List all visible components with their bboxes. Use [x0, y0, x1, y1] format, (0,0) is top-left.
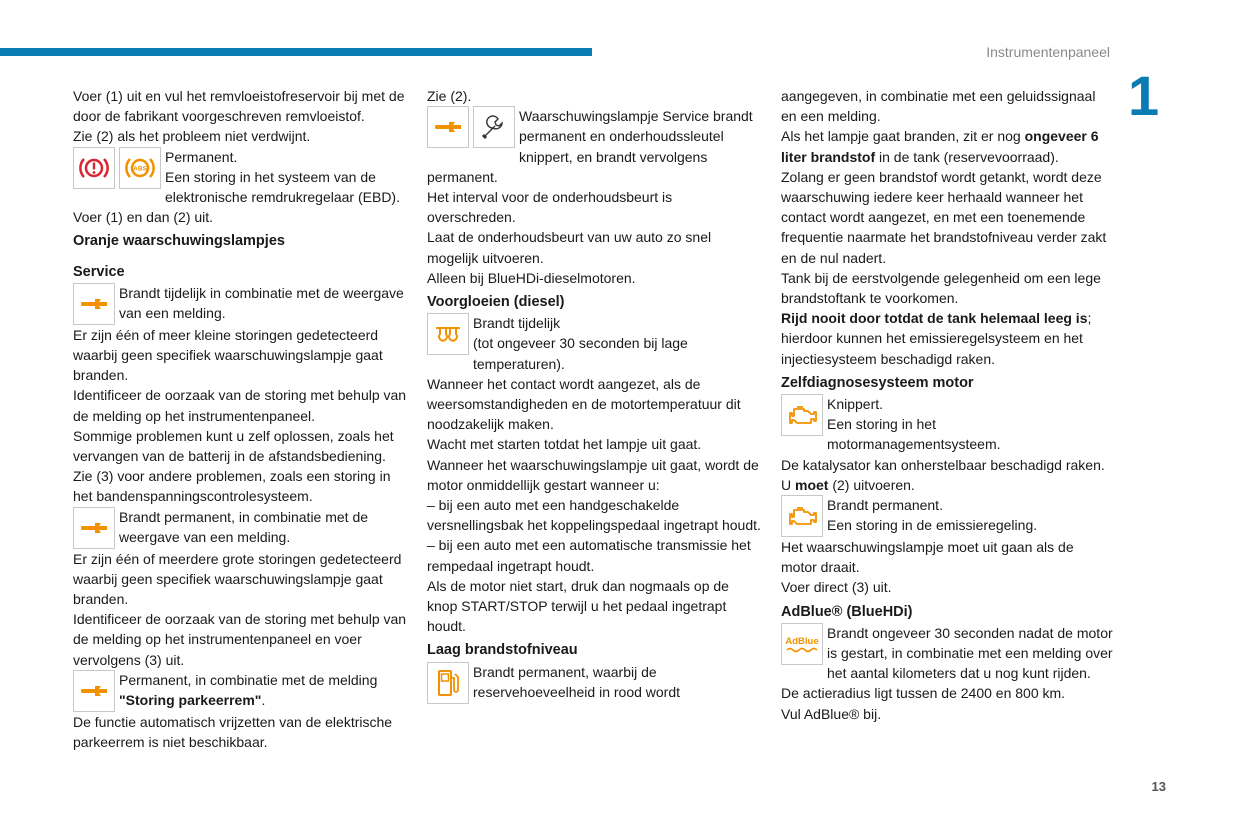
paragraph: Wacht met starten totdat het lampje uit gaat. — [427, 436, 702, 453]
paragraph: Het interval voor de onderhoudsbeurt is overschreden. — [427, 189, 673, 226]
warning-lamp-icons — [73, 283, 115, 325]
lamp-description: Brandt permanent, waarbij de reservehoeveelheid in rood wordt — [473, 663, 681, 700]
service-wrench-icon — [73, 507, 115, 549]
warning-lamp-entry — [427, 662, 763, 704]
lamp-description — [73, 670, 409, 710]
warning-lamp-icons — [781, 394, 823, 436]
section-heading: AdBlue® (BlueHDi) — [781, 603, 913, 620]
paragraph: Laat de onderhoudsbeurt van uw auto zo snel mogelijk uitvoeren. — [427, 229, 712, 266]
paragraph: Wanneer het waarschuwingslampje uit gaat, wordt de motor onmiddellijk gestart wanneer u: — [427, 456, 759, 493]
paragraph: De actieradius ligt tussen de 2400 en 800 km. — [781, 685, 1066, 702]
maintenance-spanner-icon — [473, 106, 515, 148]
service-wrench-icon — [427, 106, 469, 148]
service-wrench-icon — [73, 283, 115, 325]
section-title: Instrumentenpaneel — [986, 44, 1110, 60]
section-heading: Zelfdiagnosesysteem motor — [781, 374, 974, 391]
paragraph: Zie (2) als het probleem niet verdwijnt. — [73, 128, 311, 145]
paragraph: Zolang er geen brandstof wordt getankt, wordt deze waarschuwing iedere keer herhaald wanneer het contact wordt aangezet, en met een toenemende frequentie naarmate het brandstofniveau verder zakt en de nul nadert. — [781, 168, 1107, 266]
paragraph: Voer direct (3) uit. — [781, 579, 892, 596]
warning-lamp-entry — [73, 147, 409, 208]
page-number: 13 — [1151, 779, 1166, 794]
glow-plug-icon — [427, 313, 469, 355]
warning-lamp-icons — [427, 313, 469, 355]
column-2 — [427, 86, 763, 704]
paragraph: De functie automatisch vrijzetten van de elektrische parkeerrem is niet beschikbaar. — [73, 713, 393, 751]
paragraph: Er zijn één of meer kleine storingen gedetecteerd waarbij geen specifiek waarschuwingslampje gaat branden. — [73, 326, 383, 384]
lamp-description: Een storing in de emissieregeling. — [827, 517, 1038, 534]
lamp-description: Brandt ongeveer 30 seconden nadat de motor is gestart, in combinatie met een melding over het aantal kilometers dat u nog kunt rijden. — [827, 624, 1113, 682]
paragraph: Als de motor niet start, druk dan nogmaals op de knop START/STOP terwijl u het pedaal ingetrapt houdt. — [427, 577, 729, 635]
paragraph: Zie (3) voor andere problemen, zoals een storing in het bandenspanningscontrolesysteem. — [73, 468, 391, 505]
abs-warning-icon — [119, 147, 161, 189]
warning-lamp-entry — [73, 283, 409, 325]
paragraph: Identificeer de oorzaak van de storing met behulp van de melding op het instrumentenpaneel en voer vervolgens (3) uit. — [73, 611, 407, 668]
section-heading: Laag brandstofniveau — [427, 642, 578, 659]
engine-check-icon — [781, 394, 823, 436]
section-heading: Voorgloeien (diesel) — [427, 294, 565, 311]
bold-text: ongeveer 6 liter brandstof — [781, 128, 1099, 165]
lamp-description: Brandt permanent, in combinatie met de weergave van een melding. — [119, 508, 369, 545]
warning-lamp-icons — [427, 106, 515, 148]
warning-lamp-entry — [781, 623, 1113, 684]
chapter-number: 1 — [1128, 64, 1160, 127]
warning-lamp-icons — [781, 495, 823, 537]
engine-check-icon — [781, 495, 823, 537]
warning-lamp-entry — [427, 106, 763, 187]
column-1 — [73, 86, 409, 752]
bold-text: "Storing parkeerrem" — [119, 692, 262, 709]
warning-lamp-entry — [781, 394, 1113, 455]
text-span: ; hierdoor kunnen het emissieregelsysteem en het injectiesysteem beschadigd raken. — [781, 310, 1092, 367]
paragraph: Er zijn één of meerdere grote storingen gedetecteerd waarbij geen specifiek waarschuwingslampje gaat branden. — [73, 550, 402, 608]
warning-lamp-icons — [73, 670, 115, 712]
warning-lamp-entry — [73, 670, 409, 712]
abs-label: ABS — [133, 165, 147, 173]
warning-lamp-entry — [781, 495, 1113, 537]
fuel-pump-icon — [427, 662, 469, 704]
paragraph: Voer (1) en dan (2) uit. — [73, 209, 214, 226]
paragraph: Wanneer het contact wordt aangezet, als de weersomstandigheden en de motortemperatuur dit noodzakelijk maken. — [427, 375, 741, 433]
header-accent-bar — [0, 48, 592, 56]
text-span: (2) uitvoeren. — [828, 476, 915, 493]
warning-lamp-icons — [781, 623, 823, 665]
warning-lamp-entry — [73, 507, 409, 549]
column-3 — [781, 86, 1113, 724]
text-span: Als het lampje gaat branden, zit er nog — [781, 128, 1025, 145]
warning-lamp-icons — [73, 147, 161, 189]
lamp-description: Een storing in het motormanagementsysteem. — [827, 416, 1001, 453]
paragraph: – bij een auto met een handgeschakelde versnellingsbak het koppelingspedaal ingetrapt houdt. — [427, 497, 761, 534]
paragraph: Vul AdBlue® bij. — [781, 705, 882, 722]
paragraph — [781, 475, 1113, 495]
svg-text:AdBlue: AdBlue — [785, 635, 819, 647]
lamp-description: Een storing in het systeem van de elektronische remdrukregelaar (EBD). — [165, 168, 400, 206]
bold-text: Rijd nooit door totdat de tank helemaal leeg is — [781, 310, 1088, 327]
lamp-description: Permanent. — [165, 148, 238, 165]
lamp-description: Knippert. — [827, 396, 884, 413]
paragraph: Voer (1) uit en vul het remvloeistofreservoir bij met de door de fabrikant voorgeschreven remvloeistof. — [73, 88, 405, 125]
paragraph — [781, 308, 1113, 369]
lamp-description: Brandt tijdelijk in combinatie met de weergave van een melding. — [119, 284, 404, 322]
lamp-description: Brandt tijdelijk — [473, 315, 561, 332]
text-span: in de tank (reservevoorraad). — [875, 148, 1059, 165]
paragraph: Identificeer de oorzaak van de storing met behulp van de melding op het instrumentenpaneel. — [73, 387, 407, 424]
lamp-description: Brandt permanent. — [827, 497, 943, 514]
brake-warning-icon — [73, 147, 115, 189]
text-span: . — [261, 692, 266, 709]
text-span: Permanent, in combinatie met de melding — [119, 671, 378, 688]
paragraph — [781, 126, 1113, 166]
warning-lamp-entry — [427, 313, 763, 374]
text-span: U — [781, 476, 795, 493]
paragraph: Tank bij de eerstvolgende gelegenheid om een lege brandstoftank te voorkomen. — [781, 269, 1101, 307]
paragraph: – bij een auto met een automatische transmissie het rempedaal ingetrapt houdt. — [427, 537, 751, 574]
warning-lamp-icons — [427, 662, 469, 704]
section-heading: Oranje waarschuwingslampjes — [73, 233, 285, 250]
warning-lamp-icons — [73, 507, 115, 549]
paragraph: aangegeven, in combinatie met een geluidssignaal en een melding. — [781, 88, 1096, 125]
paragraph: Het waarschuwingslampje moet uit gaan als de motor draait. — [781, 539, 1074, 576]
paragraph: Alleen bij BlueHDi-dieselmotoren. — [427, 269, 636, 286]
section-heading: Service — [73, 263, 125, 280]
adblue-icon — [781, 623, 823, 665]
paragraph: Zie (2). — [427, 88, 472, 104]
bold-text: moet — [795, 476, 829, 493]
paragraph: De katalysator kan onherstelbaar beschadigd raken. — [781, 456, 1105, 473]
lamp-description: Waarschuwingslampje Service brandt permanent en onderhoudssleutel knippert, en brandt vervolgens permanent. — [427, 108, 753, 185]
service-wrench-icon — [73, 670, 115, 712]
paragraph: Sommige problemen kunt u zelf oplossen, zoals het vervangen van de batterij in de afstandsbediening. — [73, 427, 394, 465]
lamp-description: (tot ongeveer 30 seconden bij lage temperaturen). — [473, 335, 688, 372]
